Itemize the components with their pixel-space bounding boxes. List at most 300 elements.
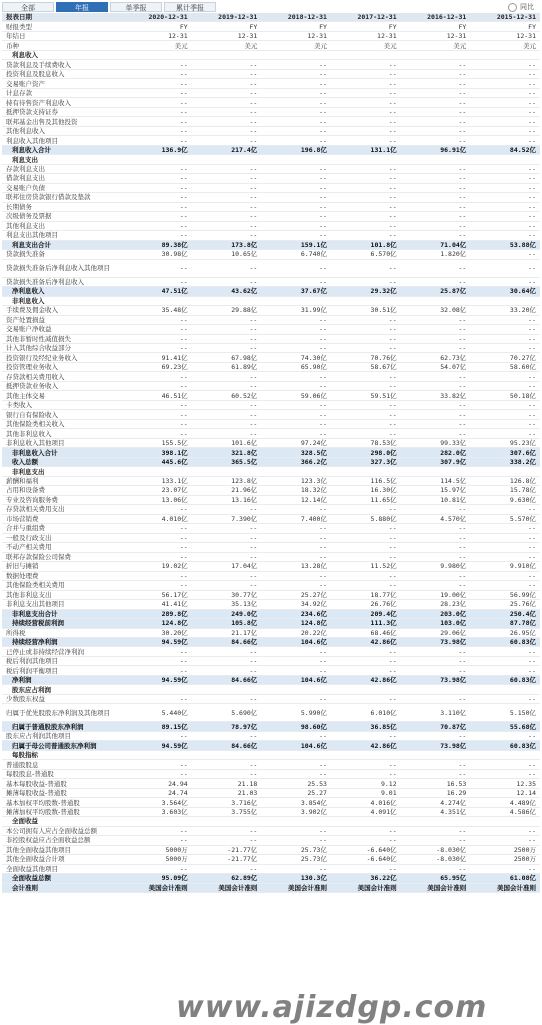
cell-value	[331, 467, 401, 476]
cell-value: 16.53	[401, 779, 471, 788]
row-label: 其他非利息收入	[2, 429, 122, 438]
column-header-date[interactable]: 2018-12-31	[261, 13, 331, 22]
cell-value: --	[192, 164, 262, 173]
cell-value: --	[401, 315, 471, 324]
cell-value: --	[401, 60, 471, 69]
cell-value: 12.14	[470, 788, 540, 797]
cell-value: --	[192, 429, 262, 438]
cell-value: 50.18亿	[470, 391, 540, 400]
total-row	[2, 457, 540, 466]
cell-value: 19.00亿	[401, 590, 471, 599]
cell-value	[261, 685, 331, 694]
cell-value: 94.59亿	[122, 638, 192, 647]
cell-value: --	[192, 259, 262, 277]
row-label: 不动产相关费用	[2, 543, 122, 552]
cell-value: --	[331, 864, 401, 873]
cell-value: 5.150亿	[470, 704, 540, 722]
cell-value: 250.4亿	[470, 609, 540, 618]
cell-value: --	[470, 136, 540, 145]
yoy-label: 同比	[520, 3, 534, 11]
cell-value: 56.17亿	[122, 590, 192, 599]
row-label: 其他利息支出	[2, 221, 122, 230]
cell-value: --	[192, 325, 262, 334]
cell-value: --	[401, 543, 471, 552]
cell-value: 4.351亿	[401, 807, 471, 816]
row-label: 所得税	[2, 628, 122, 637]
cell-value: --	[122, 212, 192, 221]
table-row	[2, 69, 540, 78]
cell-value: --	[470, 174, 540, 183]
row-label: 贷款损失准备	[2, 250, 122, 259]
cell-value: --	[401, 174, 471, 183]
cell-value: --	[331, 731, 401, 740]
cell-value: --	[470, 79, 540, 88]
cell-value: 84.52亿	[470, 145, 540, 154]
column-header-label: 报表日期	[2, 13, 122, 22]
tab-annual[interactable]: 年报	[56, 2, 108, 12]
cell-value: 307.9亿	[401, 457, 471, 466]
cell-value: --	[122, 325, 192, 334]
row-label: 计入其他综合收益部分	[2, 343, 122, 352]
cell-value: FY	[122, 22, 192, 31]
cell-value: 398.1亿	[122, 448, 192, 457]
cell-value: 84.66亿	[192, 741, 262, 750]
cell-value: --	[122, 694, 192, 703]
cell-value	[192, 817, 262, 826]
cell-value: --	[401, 79, 471, 88]
cell-value: 131.1亿	[331, 145, 401, 154]
row-label: 贷款利息及手续费收入	[2, 60, 122, 69]
cell-value	[192, 750, 262, 759]
cell-value: 37.67亿	[261, 287, 331, 296]
cell-value: 6.740亿	[261, 250, 331, 259]
cell-value: 30.64亿	[470, 287, 540, 296]
cell-value: --	[331, 505, 401, 514]
cell-value: 美元	[331, 41, 401, 50]
table-row	[2, 514, 540, 523]
column-header-date[interactable]: 2016-12-31	[401, 13, 471, 22]
row-label: 非利息收入合计	[2, 448, 122, 457]
cell-value: --	[470, 250, 540, 259]
cell-value: --	[331, 343, 401, 352]
cell-value: 3.110亿	[401, 704, 471, 722]
cell-value: --	[261, 315, 331, 324]
cell-value	[401, 817, 471, 826]
cell-value: 10.81亿	[401, 495, 471, 504]
row-label: 非利息支出合计	[2, 609, 122, 618]
cell-value: 35.48亿	[122, 306, 192, 315]
cell-value: -6.640亿	[331, 845, 401, 854]
tab-single-quarter[interactable]: 单季报	[110, 2, 162, 12]
cell-value: --	[470, 381, 540, 390]
cell-value	[401, 50, 471, 59]
cell-value: --	[122, 231, 192, 240]
cell-value: --	[122, 400, 192, 409]
cell-value: --	[470, 410, 540, 419]
radio-icon[interactable]	[508, 3, 517, 12]
cell-value: -6.640亿	[331, 855, 401, 864]
cell-value: 61.89亿	[192, 362, 262, 371]
row-label: 净利息收入	[2, 287, 122, 296]
row-label: 非控股权益应占全面收益总额	[2, 836, 122, 845]
row-label: 贷款损失准备后净利息收入	[2, 277, 122, 286]
cell-value: -21.77亿	[192, 855, 262, 864]
cell-value: --	[331, 315, 401, 324]
row-label: 长期债务	[2, 202, 122, 211]
table-row	[2, 31, 540, 40]
cell-value: --	[470, 202, 540, 211]
cell-value: 美国会计准则	[261, 883, 331, 892]
cell-value: 84.66亿	[192, 638, 262, 647]
row-label: 少数股东权益	[2, 694, 122, 703]
cell-value: 445.6亿	[122, 457, 192, 466]
row-label: 其他全面收益其他项目	[2, 845, 122, 854]
cell-value: --	[401, 343, 471, 352]
cell-value: 365.5亿	[192, 457, 262, 466]
cell-value: --	[401, 277, 471, 286]
cell-value: 60.83亿	[470, 741, 540, 750]
cell-value: --	[401, 666, 471, 675]
cell-value: 74.30亿	[261, 353, 331, 362]
row-label: 利息收入其他项目	[2, 136, 122, 145]
cell-value: --	[470, 571, 540, 580]
cell-value: 13.16亿	[192, 495, 262, 504]
cell-value: --	[331, 136, 401, 145]
cell-value: --	[331, 193, 401, 202]
cell-value: 20.22亿	[261, 628, 331, 637]
cell-value: --	[470, 864, 540, 873]
cell-value: 美元	[401, 41, 471, 50]
cell-value: --	[470, 315, 540, 324]
cell-value: --	[192, 400, 262, 409]
cell-value	[401, 685, 471, 694]
cell-value: --	[192, 212, 262, 221]
cell-value: 3.716亿	[192, 798, 262, 807]
cell-value	[331, 155, 401, 164]
cell-value: --	[192, 343, 262, 352]
total-row	[2, 145, 540, 154]
row-label: 其他主体交易	[2, 391, 122, 400]
cell-value: --	[470, 647, 540, 656]
cell-value: 美国会计准则	[192, 883, 262, 892]
cell-value: --	[401, 581, 471, 590]
cell-value: --	[470, 343, 540, 352]
cell-value	[470, 685, 540, 694]
column-header-date[interactable]: 2017-12-31	[331, 13, 401, 22]
cell-value	[331, 50, 401, 59]
cell-value: --	[192, 760, 262, 769]
cell-value: --	[122, 581, 192, 590]
row-label: 联邦住房贷款银行借款及垫款	[2, 193, 122, 202]
cell-value: --	[122, 343, 192, 352]
cell-value: --	[192, 98, 262, 107]
cell-value: --	[331, 826, 401, 835]
cell-value: 60.83亿	[470, 675, 540, 684]
cell-value	[192, 467, 262, 476]
cell-value: 32.08亿	[401, 306, 471, 315]
row-label: 净利润	[2, 675, 122, 684]
cell-value: 26.95亿	[470, 628, 540, 637]
cell-value: 217.4亿	[192, 145, 262, 154]
row-label: 币种	[2, 41, 122, 50]
column-header-date[interactable]: 2020-12-31	[122, 13, 192, 22]
cell-value: -21.77亿	[192, 845, 262, 854]
cell-value: --	[122, 221, 192, 230]
cell-value: --	[331, 656, 401, 665]
row-label: 普通股股息	[2, 760, 122, 769]
cell-value: --	[331, 533, 401, 542]
cell-value: 9.910亿	[470, 562, 540, 571]
row-label: 股东应占利润其他项目	[2, 731, 122, 740]
row-label: 财报类型	[2, 22, 122, 31]
cell-value: 11.52亿	[331, 562, 401, 571]
cell-value: --	[261, 429, 331, 438]
cell-value: --	[192, 69, 262, 78]
table-row	[2, 571, 540, 580]
cell-value: --	[122, 760, 192, 769]
cell-value: --	[122, 731, 192, 740]
row-label: 利息支出其他项目	[2, 231, 122, 240]
cell-value: --	[401, 552, 471, 561]
cell-value: 126.8亿	[470, 476, 540, 485]
row-label: 归属于优先股股东净利润及其他项目	[2, 704, 122, 722]
cell-value: --	[122, 126, 192, 135]
cell-value: --	[122, 524, 192, 533]
cell-value: 36.22亿	[331, 874, 401, 883]
cell-value: 12-31	[401, 31, 471, 40]
cell-value	[122, 750, 192, 759]
cell-value: --	[192, 193, 262, 202]
cell-value: FY	[401, 22, 471, 31]
cell-value: --	[192, 231, 262, 240]
cell-value: 41.41亿	[122, 600, 192, 609]
cell-value: --	[192, 552, 262, 561]
cell-value: 89.15亿	[122, 722, 192, 731]
cell-value: 3.854亿	[261, 798, 331, 807]
row-label: 专业及咨询服务费	[2, 495, 122, 504]
cell-value: --	[261, 694, 331, 703]
cell-value	[261, 467, 331, 476]
cell-value: --	[401, 769, 471, 778]
cell-value: 173.8亿	[192, 240, 262, 249]
cell-value	[401, 750, 471, 759]
cell-value: --	[261, 731, 331, 740]
cell-value: 5.990亿	[261, 704, 331, 722]
row-label: 非利息支出	[2, 467, 122, 476]
cell-value: --	[122, 174, 192, 183]
cell-value: --	[401, 731, 471, 740]
cell-value: 59.06亿	[261, 391, 331, 400]
cell-value: --	[470, 259, 540, 277]
table-row	[2, 769, 540, 778]
cell-value: --	[331, 400, 401, 409]
cell-value: --	[192, 864, 262, 873]
cell-value: 94.59亿	[122, 675, 192, 684]
row-label: 持续经营税前利润	[2, 619, 122, 628]
cell-value: --	[261, 400, 331, 409]
cell-value: --	[470, 212, 540, 221]
cell-value: 70.87亿	[401, 722, 471, 731]
row-label: 非利息收入	[2, 296, 122, 305]
cell-value: --	[261, 98, 331, 107]
watermark: www.ajizdgp.com	[176, 990, 488, 1025]
cell-value: -8.030亿	[401, 855, 471, 864]
cell-value: --	[470, 69, 540, 78]
tab-cumulative-quarter[interactable]: 累计季报	[164, 2, 216, 12]
table-row	[2, 533, 540, 542]
cell-value: --	[331, 202, 401, 211]
cell-value: --	[192, 533, 262, 542]
table-row	[2, 391, 540, 400]
cell-value: 58.67亿	[331, 362, 401, 371]
cell-value: --	[401, 410, 471, 419]
cell-value: 5.440亿	[122, 704, 192, 722]
cell-value: --	[331, 107, 401, 116]
cell-value: --	[261, 552, 331, 561]
cell-value: --	[401, 221, 471, 230]
table-row	[2, 590, 540, 599]
cell-value: FY	[470, 22, 540, 31]
cell-value	[401, 296, 471, 305]
cell-value: --	[331, 769, 401, 778]
cell-value: 12-31	[470, 31, 540, 40]
table-row	[2, 647, 540, 656]
cell-value: --	[261, 836, 331, 845]
cell-value: 3.902亿	[261, 807, 331, 816]
cell-value: --	[192, 666, 262, 675]
cell-value: 7.400亿	[261, 514, 331, 523]
row-label: 数据处理费	[2, 571, 122, 580]
column-header-date[interactable]: 2015-12-31	[470, 13, 540, 22]
cell-value: 16.29	[401, 788, 471, 797]
cell-value: --	[192, 826, 262, 835]
cell-value: --	[261, 202, 331, 211]
cell-value: --	[261, 136, 331, 145]
cell-value: --	[331, 259, 401, 277]
cell-value: 53.88亿	[470, 240, 540, 249]
cell-value: --	[470, 107, 540, 116]
cell-value: --	[331, 98, 401, 107]
cell-value	[122, 155, 192, 164]
cell-value: 203.0亿	[401, 609, 471, 618]
column-header-date[interactable]: 2019-12-31	[192, 13, 262, 22]
cell-value: 15.78亿	[470, 486, 540, 495]
row-label: 利息支出合计	[2, 240, 122, 249]
cell-value: 12.14亿	[261, 495, 331, 504]
table-row	[2, 325, 540, 334]
cell-value: --	[192, 60, 262, 69]
cell-value: 111.3亿	[331, 619, 401, 628]
cell-value: 42.86亿	[331, 675, 401, 684]
cell-value: 95.09亿	[122, 874, 192, 883]
cell-value	[192, 685, 262, 694]
cell-value: --	[331, 231, 401, 240]
cell-value: --	[331, 88, 401, 97]
cell-value	[192, 155, 262, 164]
cell-value: --	[261, 571, 331, 580]
cell-value: 234.6亿	[261, 609, 331, 618]
cell-value: 103.0亿	[401, 619, 471, 628]
cell-value: 23.07亿	[122, 486, 192, 495]
section-header-row	[2, 296, 540, 305]
cell-value: 298.0亿	[331, 448, 401, 457]
cell-value: --	[192, 656, 262, 665]
cell-value: --	[401, 136, 471, 145]
cell-value: --	[331, 694, 401, 703]
cell-value: --	[261, 656, 331, 665]
yoy-toggle[interactable]	[508, 2, 534, 12]
cell-value: 2500万	[470, 845, 540, 854]
cell-value: 70.76亿	[331, 353, 401, 362]
cell-value: --	[470, 524, 540, 533]
cell-value: --	[331, 183, 401, 192]
table-row	[2, 524, 540, 533]
row-label: 股东应占利润	[2, 685, 122, 694]
cell-value: --	[192, 221, 262, 230]
cell-value: 4.091亿	[331, 807, 401, 816]
cell-value: 70.27亿	[470, 353, 540, 362]
cell-value: --	[331, 552, 401, 561]
row-label: 抵押贷款业务收入	[2, 381, 122, 390]
cell-value: 3.755亿	[192, 807, 262, 816]
cell-value: --	[122, 69, 192, 78]
row-label: 次级债务及票据	[2, 212, 122, 221]
cell-value: --	[331, 212, 401, 221]
cell-value	[122, 296, 192, 305]
cell-value: --	[331, 419, 401, 428]
cell-value: 4.274亿	[401, 798, 471, 807]
cell-value: 4.570亿	[401, 514, 471, 523]
cell-value: --	[470, 277, 540, 286]
cell-value: --	[261, 277, 331, 286]
cell-value: --	[192, 107, 262, 116]
cell-value: 87.78亿	[470, 619, 540, 628]
cell-value: 58.60亿	[470, 362, 540, 371]
row-label: 联邦基金出售及其他投资	[2, 117, 122, 126]
cell-value: 84.66亿	[192, 675, 262, 684]
cell-value: 65.95亿	[401, 874, 471, 883]
cell-value: --	[261, 543, 331, 552]
cell-value: --	[261, 864, 331, 873]
table-row	[2, 495, 540, 504]
table-row	[2, 552, 540, 561]
cell-value: --	[470, 231, 540, 240]
cell-value: 209.4亿	[331, 609, 401, 618]
total-row	[2, 741, 540, 750]
cell-value: --	[261, 372, 331, 381]
cell-value: --	[261, 212, 331, 221]
cell-value	[261, 155, 331, 164]
cell-value: --	[192, 334, 262, 343]
cell-value: --	[261, 524, 331, 533]
cell-value: 95.23亿	[470, 438, 540, 447]
cell-value: --	[331, 571, 401, 580]
cell-value: --	[192, 410, 262, 419]
cell-value: 307.6亿	[470, 448, 540, 457]
cell-value: 12.35	[470, 779, 540, 788]
cell-value: 55.68亿	[470, 722, 540, 731]
table-row	[2, 855, 540, 864]
cell-value: 101.6亿	[192, 438, 262, 447]
tab-all[interactable]: 全部	[2, 2, 54, 12]
cell-value: 289.8亿	[122, 609, 192, 618]
cell-value: --	[470, 543, 540, 552]
cell-value: 4.010亿	[122, 514, 192, 523]
table-row	[2, 315, 540, 324]
cell-value: --	[401, 533, 471, 542]
cell-value: 24.94	[122, 779, 192, 788]
cell-value: 30.20亿	[122, 628, 192, 637]
